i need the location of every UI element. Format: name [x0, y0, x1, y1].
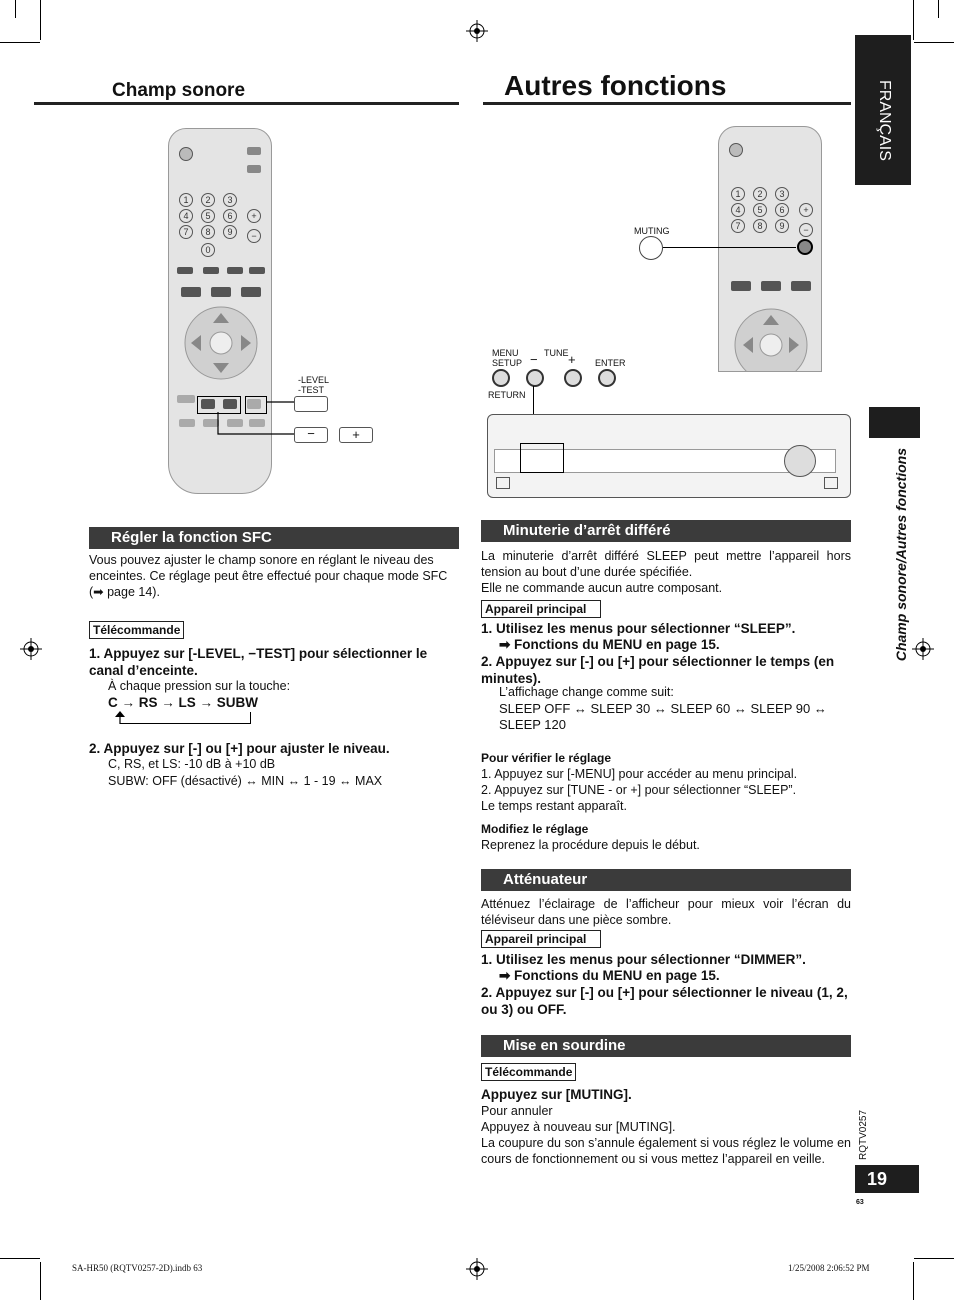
sleep-sequence: SLEEP OFF ↔ SLEEP 30 ↔ SLEEP 60 ↔ SLEEP 90 ↔ SLEEP 120 [499, 701, 827, 732]
plus-button-callout: + [339, 427, 373, 443]
channel-key-art: + [799, 203, 813, 217]
slow-key-art [227, 267, 243, 274]
front-tune-plus-button [564, 369, 582, 387]
crop-mark [914, 42, 954, 43]
digit-key-art: 6 [223, 209, 237, 223]
verify-step-1: 1. Appuyez sur [-MENU] pour accéder au menu principal. [481, 767, 798, 781]
volume-down-button-art [247, 165, 261, 173]
language-tab-label: FRANÇAIS [876, 80, 893, 161]
power-icon [729, 143, 743, 157]
sleep-step-2: 2. Appuyez sur [-] ou [+] pour sélectionner le temps (en minutes). [481, 654, 835, 686]
page-number: 19 [855, 1165, 919, 1193]
front-return-label: RETURN [488, 390, 526, 400]
play-key-art [241, 287, 261, 297]
channel-key-art: + [247, 209, 261, 223]
sfc-step-1-note: À chaque pression sur la touche: [108, 679, 291, 693]
sfc-step-2-subw: SUBW: OFF (désactivé) ↔ MIN ↔ 1 - 19 ↔ MAX [108, 774, 383, 788]
right-title-rule [483, 102, 851, 105]
speaker-sequence: C → RS → LS → SUBW [108, 695, 259, 710]
sequence-return-line [250, 712, 251, 724]
sleep-intro: La minuterie d’arrêt différé SLEEP peut mettre l’appareil hors tension au bout d’une durée spécifiée. [481, 549, 851, 579]
crop-mark [0, 1258, 40, 1259]
verify-heading: Pour vérifier le réglage [481, 751, 612, 765]
receiver-front-panel [487, 414, 851, 498]
crop-mark [913, 1262, 914, 1300]
play-key-art [791, 281, 811, 291]
front-setup-label: SETUP [492, 358, 523, 368]
front-enter-label: ENTER [595, 358, 626, 368]
crop-mark [0, 42, 40, 43]
stop-key-art [731, 281, 751, 291]
pause-key-art [761, 281, 781, 291]
front-enter-button [598, 369, 616, 387]
crop-mark [40, 0, 41, 40]
front-menu-label: MENU [492, 348, 519, 358]
dimmer-section-bar: Atténuateur [481, 869, 851, 891]
crop-mark [15, 0, 16, 18]
front-tune-minus-button [526, 369, 544, 387]
muting-callout-line [663, 247, 796, 248]
digit-key-art: 8 [753, 219, 767, 233]
dimmer-step-1: 1. Utilisez les menus pour sélectionner “DIMMER”. [481, 952, 806, 967]
verify-step-2: 2. Appuyez sur [TUNE - or +] pour sélectionner “SLEEP”. [481, 783, 797, 797]
chapter-tab [869, 407, 920, 438]
language-tab [855, 35, 911, 185]
digit-key-art: 3 [223, 193, 237, 207]
verify-step-3: Le temps restant apparaît. [481, 799, 627, 813]
main-unit-label-badge: Appareil principal [481, 930, 601, 948]
front-minus-label: − [530, 352, 538, 367]
channel-key-art: − [799, 223, 813, 237]
main-unit-label-badge: Appareil principal [481, 600, 601, 618]
sfc-intro: Vous pouvez ajuster le champ sonore en réglant le niveau des enceintes. Ce réglage peut être effectué pour chaque mode SFC (➡ page 14). [89, 553, 448, 599]
muting-button-callout [639, 236, 663, 260]
sleep-section-bar: Minuterie d’arrêt différé [481, 520, 851, 542]
page-number-small: 63 [856, 1199, 864, 1206]
test-button-callout [294, 396, 328, 412]
document-code: RQTV0257 [858, 1109, 869, 1160]
modify-heading: Modifiez le réglage [481, 822, 589, 836]
muting-callout-label: MUTING [634, 226, 670, 236]
off-key-art [179, 419, 195, 427]
muting-key-art [797, 239, 813, 255]
front-menu-button [492, 369, 510, 387]
crop-mark [913, 0, 914, 40]
mute-cancel-heading: Pour annuler [481, 1104, 553, 1118]
crop-mark [40, 1262, 41, 1300]
effect-key-art [177, 395, 195, 403]
remote-control-top-illustration [718, 126, 822, 372]
digit-key-art: 9 [223, 225, 237, 239]
mute-cancel-text: Appuyez à nouveau sur [MUTING]. [481, 1120, 676, 1134]
side-chapter-label: Champ sonore/Autres fonctions [893, 448, 909, 662]
modify-text: Reprenez la procédure depuis le début. [481, 838, 700, 852]
mute-section-bar: Mise en sourdine [481, 1035, 851, 1057]
sfc-step-1: 1. Appuyez sur [-LEVEL, −TEST] pour sélectionner le canal d’enceinte. [89, 646, 428, 678]
digit-key-art: 6 [775, 203, 789, 217]
skip-key-art [203, 267, 219, 274]
mute-step: Appuyez sur [MUTING]. [481, 1087, 632, 1102]
volume-knob [784, 445, 816, 477]
footer-date: 1/25/2008 2:06:52 PM [788, 1263, 870, 1273]
stop-key-art [181, 287, 201, 297]
sfc-step-2-range: C, RS, et LS: -10 dB à +10 dB [108, 757, 276, 771]
callout-lines [196, 396, 296, 436]
pause-key-art [211, 287, 231, 297]
navigation-pad-icon [733, 305, 809, 371]
left-section-title: Champ sonore [112, 80, 246, 101]
registration-mark-icon [20, 638, 42, 660]
dimmer-step-1-ref: ➡ Fonctions du MENU en page 15. [499, 968, 720, 983]
footer-file: SA-HR50 (RQTV0257-2D).indb 63 [72, 1263, 203, 1273]
dimmer-intro: Atténuez l’éclairage de l’afficheur pour mieux voir l’écran du téléviseur dans une pièce sombre. [481, 897, 851, 927]
remote-label-badge: Télécommande [481, 1063, 576, 1081]
remote-label-badge: Télécommande [89, 621, 184, 639]
front-plus-label: + [568, 352, 576, 367]
digit-key-art: 3 [775, 187, 789, 201]
mute-note: La coupure du son s’annule également si vous réglez le volume en cours de fonctionnement ou si vous mettez l’appareil en veille. [481, 1136, 851, 1166]
channel-key-art: − [247, 229, 261, 243]
sleep-intro-2: Elle ne commande aucun autre composant. [481, 581, 723, 595]
digit-key-art: 5 [753, 203, 767, 217]
sequence-return-line [120, 723, 250, 724]
receiver-controls-highlight [520, 443, 564, 473]
digit-key-art: 2 [201, 193, 215, 207]
sfc-step-2: 2. Appuyez sur [-] ou [+] pour ajuster le niveau. [89, 741, 390, 756]
crop-mark [938, 0, 939, 18]
callout-level-label: -LEVEL [298, 375, 330, 385]
registration-mark-icon [466, 20, 488, 42]
power-switch [496, 477, 510, 489]
sleep-step-1: 1. Utilisez les menus pour sélectionner “SLEEP”. [481, 621, 796, 636]
sfc-section-bar: Régler la fonction SFC [89, 527, 459, 549]
callout-test-label: -TEST [298, 385, 324, 395]
navigation-pad-icon [183, 305, 259, 381]
left-title-rule [34, 102, 459, 105]
digit-key-art: 7 [179, 225, 193, 239]
sleep-step-1-ref: ➡ Fonctions du MENU en page 15. [499, 637, 720, 652]
digit-key-art: 7 [731, 219, 745, 233]
digit-key-art: 9 [775, 219, 789, 233]
crop-mark [914, 1258, 954, 1259]
minus-button-callout: − [294, 427, 328, 443]
headphone-jack [824, 477, 838, 489]
registration-mark-icon [466, 1258, 488, 1280]
dimmer-step-2: 2. Appuyez sur [-] ou [+] pour sélectionner le niveau (1, 2, ou 3) ou OFF. [481, 985, 848, 1017]
page-title: Autres fonctions [504, 70, 727, 101]
digit-key-art: 4 [179, 209, 193, 223]
front-tune-label: TUNE [544, 348, 569, 358]
remote-control-illustration [168, 128, 272, 494]
power-icon [179, 147, 193, 161]
volume-up-button-art [247, 147, 261, 155]
sleep-step-2-note: L’affichage change comme suit: [499, 685, 674, 699]
digit-key-art: 8 [201, 225, 215, 239]
slow-key-art [249, 267, 265, 274]
skip-key-art [177, 267, 193, 274]
digit-key-art: 1 [179, 193, 193, 207]
digit-key-art: 0 [201, 243, 215, 257]
digit-key-art: 4 [731, 203, 745, 217]
registration-mark-icon [912, 638, 934, 660]
digit-key-art: 2 [753, 187, 767, 201]
digit-key-art: 5 [201, 209, 215, 223]
digit-key-art: 1 [731, 187, 745, 201]
